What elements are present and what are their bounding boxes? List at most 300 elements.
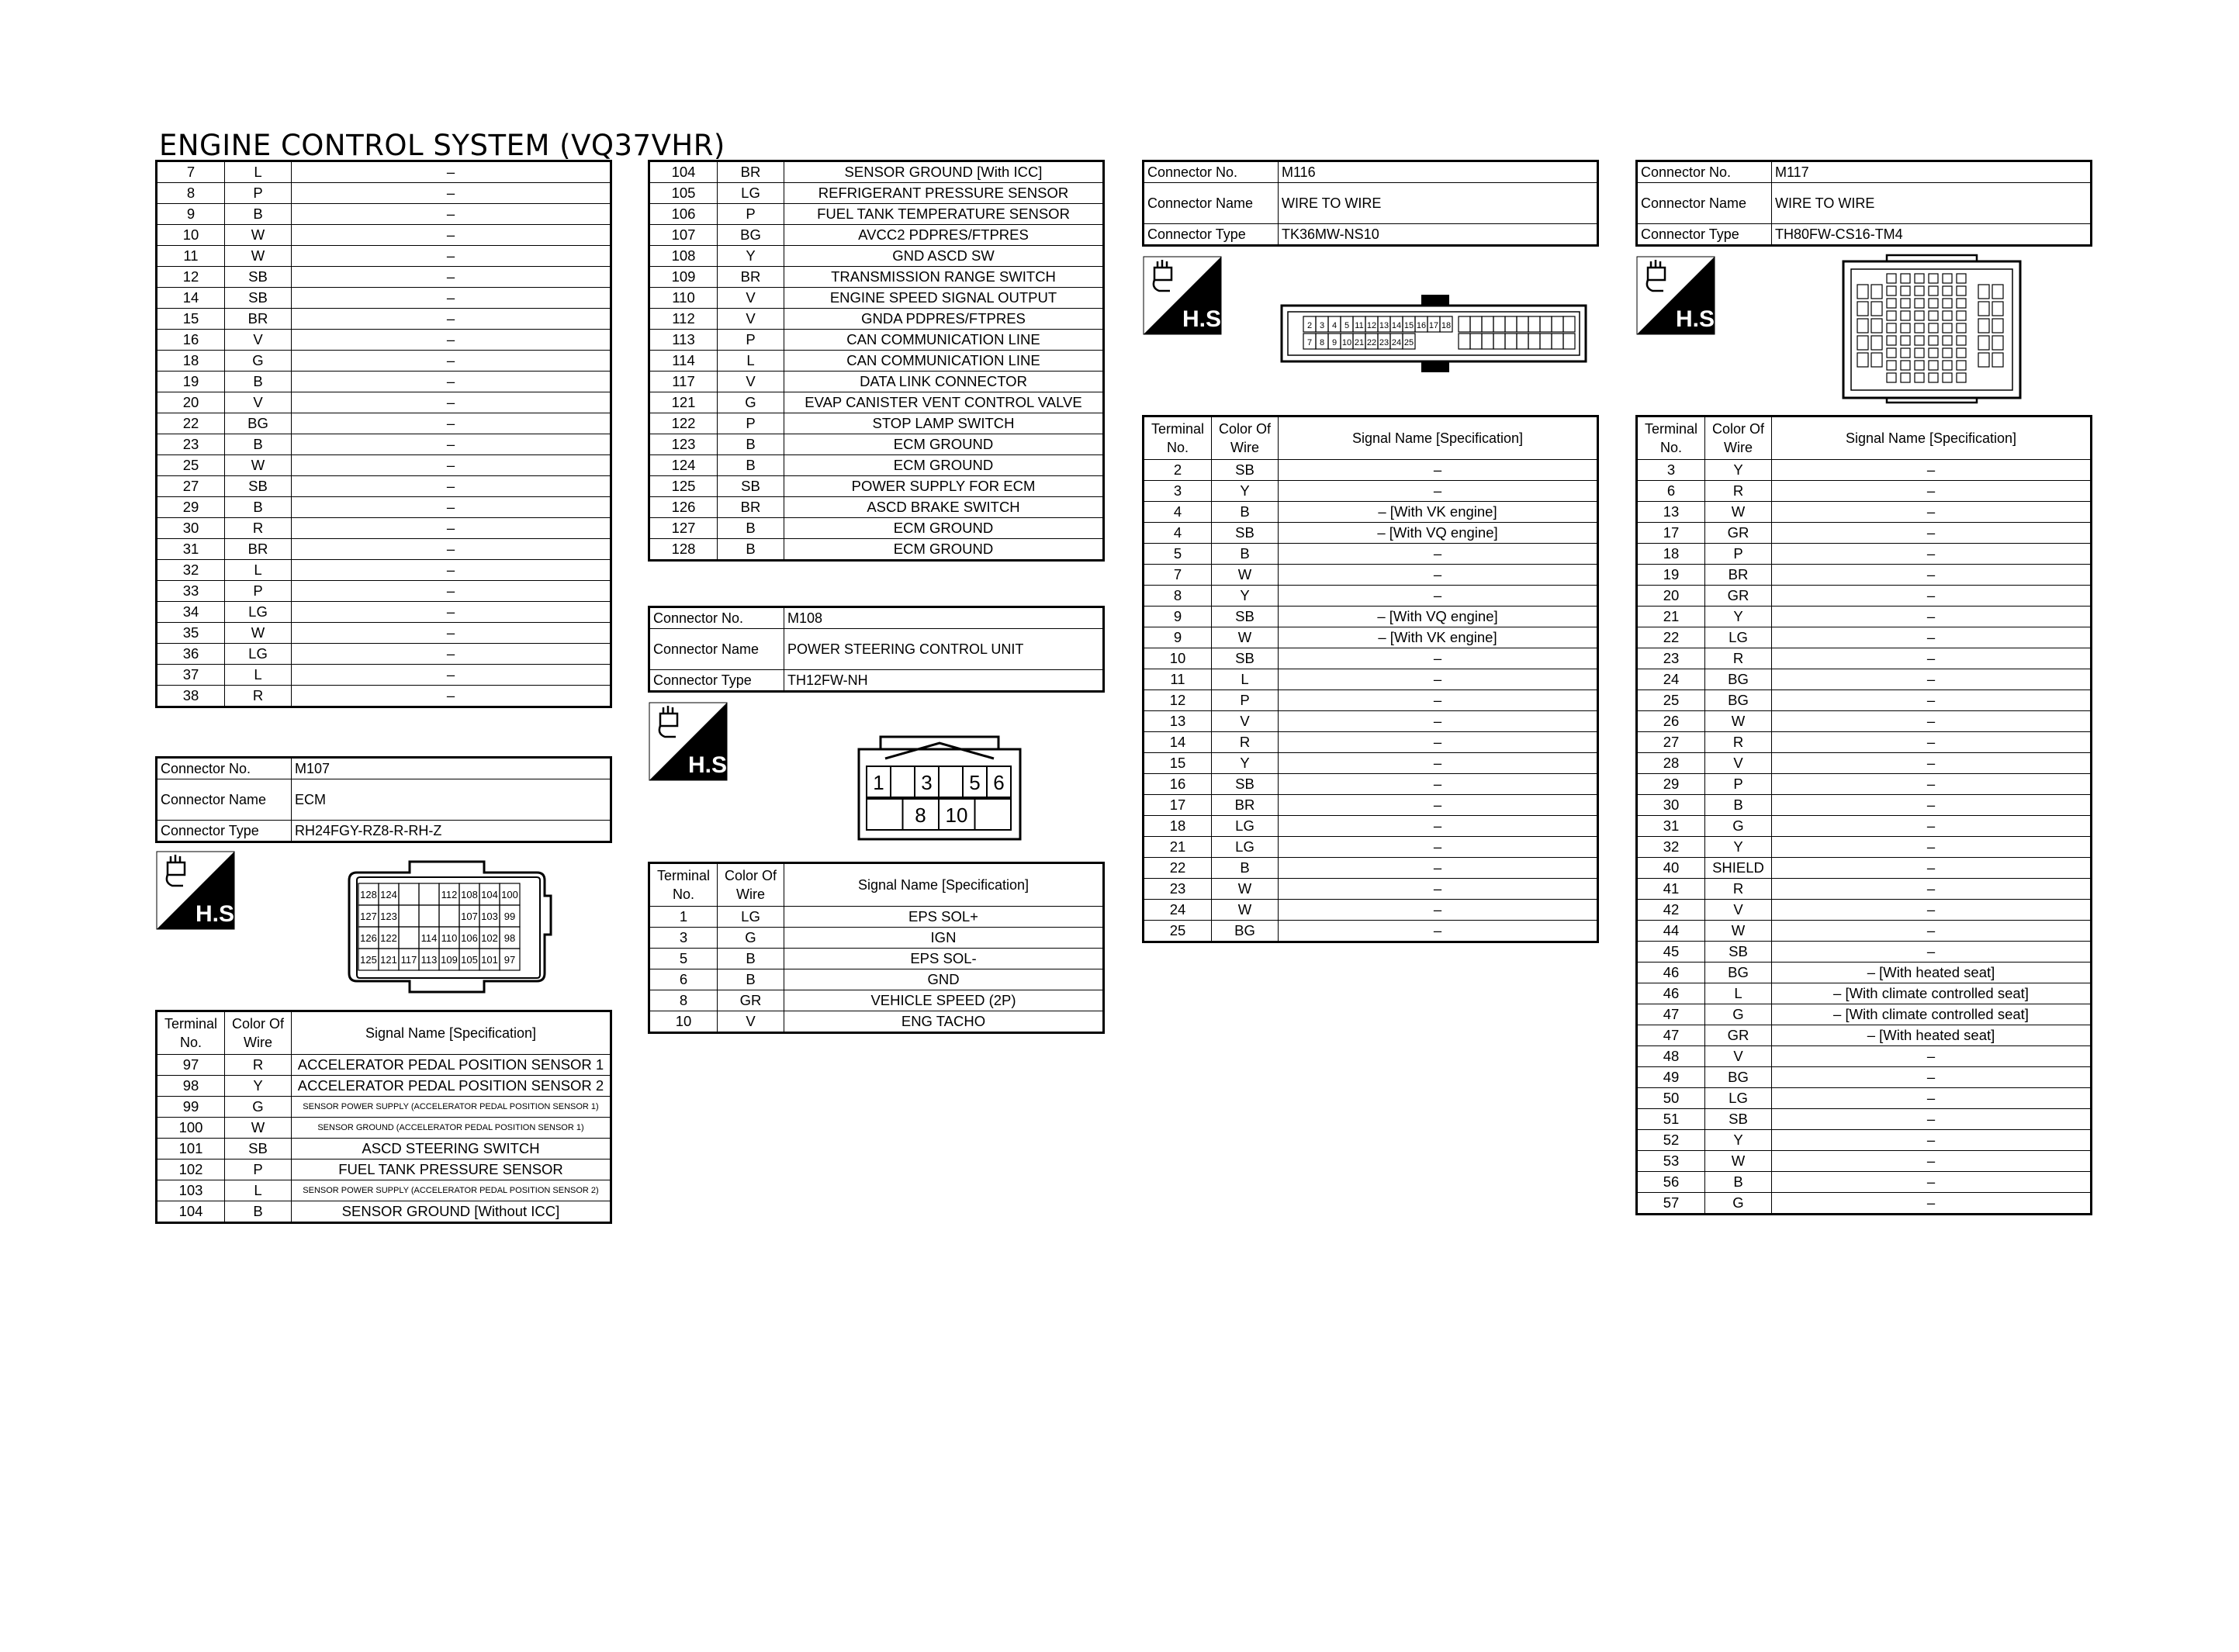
table-row bbox=[649, 246, 1104, 267]
terminal-no-cell: 17 bbox=[1637, 523, 1705, 544]
signal-name-cell: – bbox=[1772, 711, 2092, 732]
wire-color-cell: SB bbox=[1705, 942, 1772, 963]
pin-label: 4 bbox=[1331, 321, 1338, 330]
terminal-no-cell: 31 bbox=[1637, 816, 1705, 837]
terminal-table-m107 bbox=[155, 1010, 612, 1224]
wire-color-cell: V bbox=[718, 288, 784, 309]
pin-cell bbox=[1563, 316, 1575, 332]
pin-cell bbox=[1470, 334, 1482, 349]
pin-cell bbox=[1857, 353, 1868, 367]
connector-name-value: POWER STEERING CONTROL UNIT bbox=[784, 629, 1104, 670]
table-row bbox=[1144, 753, 1598, 774]
table-row bbox=[157, 644, 611, 665]
wire-color-cell: Y bbox=[225, 1076, 292, 1097]
pin-cell bbox=[1957, 311, 1966, 320]
connector-face-m116 bbox=[1280, 293, 1589, 374]
terminal-no-cell: 5 bbox=[649, 949, 718, 969]
table-row bbox=[649, 539, 1104, 561]
terminal-no-cell: 36 bbox=[157, 644, 225, 665]
pin-cell bbox=[1901, 348, 1910, 358]
table-row bbox=[1637, 523, 2092, 544]
signal-name-cell: – bbox=[292, 665, 611, 686]
pin-label: 10 bbox=[945, 804, 968, 827]
pin-label: 109 bbox=[441, 954, 458, 966]
terminal-no-cell: 21 bbox=[1637, 607, 1705, 627]
terminal-no-cell: 1 bbox=[649, 907, 718, 928]
table-row bbox=[1144, 732, 1598, 753]
signal-name-cell: – bbox=[292, 560, 611, 581]
table-row bbox=[649, 288, 1104, 309]
header-terminal-no: Terminal No. bbox=[649, 863, 718, 907]
header-color-of-wire: Color Of Wire bbox=[718, 863, 784, 907]
pin-cell bbox=[1915, 348, 1924, 358]
connector-info-m108 bbox=[648, 606, 1105, 693]
table-row bbox=[157, 1097, 611, 1118]
connector-type-value: TH80FW-CS16-TM4 bbox=[1772, 224, 2092, 246]
table-row bbox=[649, 990, 1104, 1011]
pin-cell bbox=[1992, 285, 2003, 299]
wire-color-cell: Y bbox=[1705, 460, 1772, 481]
pin-cell bbox=[1992, 336, 2003, 350]
wire-color-cell: L bbox=[225, 1180, 292, 1201]
pin-cell bbox=[1871, 336, 1882, 350]
pin-label: 112 bbox=[441, 889, 458, 900]
pin-label: 100 bbox=[501, 889, 518, 900]
wire-color-cell: R bbox=[225, 1055, 292, 1076]
table-row bbox=[649, 434, 1104, 455]
svg-text:H.S.: H.S. bbox=[688, 752, 734, 778]
signal-name-cell: – bbox=[292, 644, 611, 665]
wire-color-cell: P bbox=[1212, 690, 1279, 711]
table-row bbox=[157, 288, 611, 309]
terminal-no-cell: 18 bbox=[157, 351, 225, 372]
wire-color-cell: LG bbox=[225, 644, 292, 665]
table-row bbox=[157, 560, 611, 581]
pin-cell bbox=[1929, 336, 1938, 345]
connector-type-label: Connector Type bbox=[1144, 224, 1279, 246]
table-row bbox=[1637, 565, 2092, 586]
hand-symbol-icon bbox=[1144, 257, 1228, 334]
terminal-no-cell: 117 bbox=[649, 372, 718, 392]
signal-name-cell: SENSOR GROUND [Without ICC] bbox=[292, 1201, 611, 1223]
wire-color-cell: B bbox=[718, 539, 784, 561]
table-row bbox=[1637, 1109, 2092, 1130]
table-row bbox=[649, 267, 1104, 288]
terminal-no-cell: 22 bbox=[1144, 858, 1212, 879]
terminal-no-cell: 3 bbox=[1637, 460, 1705, 481]
connector-info-m107 bbox=[155, 756, 612, 843]
signal-name-cell: – bbox=[1772, 900, 2092, 921]
pin-cell bbox=[1901, 336, 1910, 345]
wire-color-cell: BG bbox=[718, 225, 784, 246]
header-color-of-wire: Color Of Wire bbox=[1212, 416, 1279, 460]
wire-color-cell: LG bbox=[1705, 1088, 1772, 1109]
terminal-table-ecm-part2 bbox=[648, 160, 1105, 562]
table-row bbox=[649, 372, 1104, 392]
signal-name-cell: GNDA PDPRES/FTPRES bbox=[784, 309, 1104, 330]
signal-name-cell: – bbox=[1772, 627, 2092, 648]
table-row bbox=[157, 455, 611, 476]
connector-name-value: WIRE TO WIRE bbox=[1279, 183, 1598, 224]
signal-name-cell: – bbox=[1772, 1046, 2092, 1067]
pin-cell bbox=[1563, 334, 1575, 349]
table-row bbox=[157, 183, 611, 204]
terminal-no-cell: 107 bbox=[649, 225, 718, 246]
pin-label: 117 bbox=[400, 954, 417, 966]
pin-cell bbox=[1978, 353, 1989, 367]
pin-cell bbox=[1929, 311, 1938, 320]
pin-cell bbox=[1943, 299, 1952, 308]
header-signal-name: Signal Name [Specification] bbox=[1279, 416, 1598, 460]
table-row bbox=[1144, 711, 1598, 732]
wire-color-cell: SB bbox=[1212, 523, 1279, 544]
signal-name-cell: SENSOR GROUND (ACCELERATOR PEDAL POSITION SENSOR 1) bbox=[292, 1118, 611, 1139]
pin-cell bbox=[1887, 348, 1896, 358]
svg-text:H.S.: H.S. bbox=[1676, 306, 1722, 332]
wire-color-cell: G bbox=[718, 392, 784, 413]
signal-name-cell: – bbox=[1772, 837, 2092, 858]
signal-name-cell: – bbox=[1772, 1151, 2092, 1172]
signal-name-cell: – bbox=[1279, 879, 1598, 900]
wire-color-cell: B bbox=[718, 518, 784, 539]
wire-color-cell: R bbox=[1212, 732, 1279, 753]
pin-cell bbox=[1517, 334, 1528, 349]
pin-cell bbox=[1857, 302, 1868, 316]
terminal-no-cell: 98 bbox=[157, 1076, 225, 1097]
terminal-no-cell: 15 bbox=[1144, 753, 1212, 774]
terminal-no-cell: 22 bbox=[157, 413, 225, 434]
header-signal-name: Signal Name [Specification] bbox=[1772, 416, 2092, 460]
terminal-no-cell: 4 bbox=[1144, 502, 1212, 523]
terminal-no-cell: 30 bbox=[1637, 795, 1705, 816]
pin-label: 106 bbox=[461, 932, 478, 944]
table-row bbox=[157, 309, 611, 330]
pin-cell bbox=[1505, 316, 1517, 332]
terminal-no-cell: 20 bbox=[157, 392, 225, 413]
pin-cell bbox=[1901, 373, 1910, 382]
connector-name-label: Connector Name bbox=[157, 779, 292, 821]
table-row bbox=[157, 1160, 611, 1180]
signal-name-cell: – [With VK engine] bbox=[1279, 502, 1598, 523]
wire-color-cell: L bbox=[1705, 983, 1772, 1004]
pin-label: 110 bbox=[441, 932, 458, 944]
wire-color-cell: B bbox=[1212, 858, 1279, 879]
terminal-no-cell: 106 bbox=[649, 204, 718, 225]
terminal-no-cell: 38 bbox=[157, 686, 225, 707]
terminal-no-cell: 124 bbox=[649, 455, 718, 476]
signal-name-cell: AVCC2 PDPRES/FTPRES bbox=[784, 225, 1104, 246]
pin-cell bbox=[1901, 311, 1910, 320]
signal-name-cell: ECM GROUND bbox=[784, 539, 1104, 561]
table-row bbox=[1637, 879, 2092, 900]
table-row bbox=[649, 392, 1104, 413]
signal-name-cell: – bbox=[292, 288, 611, 309]
terminal-no-cell: 48 bbox=[1637, 1046, 1705, 1067]
wire-color-cell: V bbox=[1705, 753, 1772, 774]
terminal-no-cell: 105 bbox=[649, 183, 718, 204]
pin-label: 3 bbox=[1319, 321, 1325, 330]
wire-color-cell: P bbox=[225, 581, 292, 602]
wire-color-cell: LG bbox=[225, 602, 292, 623]
wire-color-cell: BG bbox=[1705, 963, 1772, 983]
signal-name-cell: ECM GROUND bbox=[784, 455, 1104, 476]
pin-label: 124 bbox=[380, 889, 397, 900]
signal-name-cell: – bbox=[1772, 565, 2092, 586]
pin-cell bbox=[1943, 323, 1952, 333]
pin-label: 2 bbox=[1306, 321, 1313, 330]
terminal-no-cell: 8 bbox=[157, 183, 225, 204]
signal-name-cell: – bbox=[292, 476, 611, 497]
table-row bbox=[1144, 900, 1598, 921]
table-row bbox=[1637, 837, 2092, 858]
terminal-no-cell: 25 bbox=[157, 455, 225, 476]
terminal-no-cell: 102 bbox=[157, 1160, 225, 1180]
terminal-no-cell: 109 bbox=[649, 267, 718, 288]
terminal-no-cell: 110 bbox=[649, 288, 718, 309]
table-row bbox=[649, 161, 1104, 183]
pin-cell bbox=[1857, 319, 1868, 333]
terminal-no-cell: 12 bbox=[1144, 690, 1212, 711]
terminal-no-cell: 42 bbox=[1637, 900, 1705, 921]
pin-label: 18 bbox=[1441, 321, 1452, 330]
signal-name-cell: – bbox=[1279, 648, 1598, 669]
table-row bbox=[157, 602, 611, 623]
pin-cell bbox=[1915, 336, 1924, 345]
signal-name-cell: ACCELERATOR PEDAL POSITION SENSOR 1 bbox=[292, 1055, 611, 1076]
connector-name-label: Connector Name bbox=[1144, 183, 1279, 224]
terminal-no-cell: 104 bbox=[157, 1201, 225, 1223]
terminal-no-cell: 37 bbox=[157, 665, 225, 686]
wire-color-cell: B bbox=[225, 1201, 292, 1223]
wire-color-cell: SHIELD bbox=[1705, 858, 1772, 879]
table-row bbox=[649, 907, 1104, 928]
signal-name-cell: GND ASCD SW bbox=[784, 246, 1104, 267]
pin-label: 5 bbox=[1344, 321, 1350, 330]
pin-cell bbox=[1552, 316, 1563, 332]
table-row bbox=[1637, 460, 2092, 481]
terminal-no-cell: 27 bbox=[157, 476, 225, 497]
svg-text:H.S.: H.S. bbox=[1182, 306, 1228, 332]
terminal-no-cell: 18 bbox=[1144, 816, 1212, 837]
table-row bbox=[649, 413, 1104, 434]
signal-name-cell: ECM GROUND bbox=[784, 434, 1104, 455]
pin-cell bbox=[1470, 316, 1482, 332]
terminal-no-cell: 114 bbox=[649, 351, 718, 372]
terminal-no-cell: 20 bbox=[1637, 586, 1705, 607]
terminal-no-cell: 16 bbox=[1144, 774, 1212, 795]
connector-no-value: M108 bbox=[784, 607, 1104, 629]
pin-label: 104 bbox=[481, 889, 498, 900]
signal-name-cell: – bbox=[292, 497, 611, 518]
wire-color-cell: G bbox=[1705, 816, 1772, 837]
table-row bbox=[1637, 753, 2092, 774]
terminal-no-cell: 108 bbox=[649, 246, 718, 267]
signal-name-cell: – bbox=[1772, 774, 2092, 795]
wire-color-cell: G bbox=[225, 351, 292, 372]
signal-name-cell: – bbox=[1772, 753, 2092, 774]
terminal-no-cell: 30 bbox=[157, 518, 225, 539]
terminal-no-cell: 126 bbox=[649, 497, 718, 518]
pin-label: 122 bbox=[380, 932, 397, 944]
signal-name-cell: – bbox=[1279, 565, 1598, 586]
wire-color-cell: SB bbox=[225, 267, 292, 288]
signal-name-cell: – bbox=[1772, 648, 2092, 669]
table-row bbox=[157, 497, 611, 518]
signal-name-cell: – bbox=[1772, 921, 2092, 942]
signal-name-cell: GND bbox=[784, 969, 1104, 990]
table-row bbox=[157, 476, 611, 497]
wire-color-cell: BG bbox=[1705, 690, 1772, 711]
signal-name-cell: – bbox=[1772, 460, 2092, 481]
wire-color-cell: Y bbox=[1212, 586, 1279, 607]
terminal-no-cell: 46 bbox=[1637, 963, 1705, 983]
header-terminal-no: Terminal No. bbox=[157, 1011, 225, 1055]
pin-label: 97 bbox=[504, 954, 516, 966]
pin-label: 114 bbox=[420, 932, 438, 944]
wire-color-cell: P bbox=[225, 183, 292, 204]
terminal-no-cell: 23 bbox=[1637, 648, 1705, 669]
terminal-no-cell: 7 bbox=[1144, 565, 1212, 586]
signal-name-cell: – bbox=[292, 623, 611, 644]
terminal-no-cell: 103 bbox=[157, 1180, 225, 1201]
table-row bbox=[1637, 1046, 2092, 1067]
signal-name-cell: – bbox=[1772, 816, 2092, 837]
terminal-no-cell: 125 bbox=[649, 476, 718, 497]
wire-color-cell: B bbox=[718, 949, 784, 969]
signal-name-cell: – [With VK engine] bbox=[1279, 627, 1598, 648]
signal-name-cell: – bbox=[292, 351, 611, 372]
table-row bbox=[1637, 1193, 2092, 1215]
pin-cell bbox=[1915, 311, 1924, 320]
pin-label: 128 bbox=[360, 889, 377, 900]
table-row bbox=[157, 581, 611, 602]
signal-name-cell: – bbox=[1279, 837, 1598, 858]
pin-cell bbox=[1493, 316, 1505, 332]
signal-name-cell: TRANSMISSION RANGE SWITCH bbox=[784, 267, 1104, 288]
pin-cell bbox=[1459, 334, 1470, 349]
terminal-no-cell: 12 bbox=[157, 267, 225, 288]
table-row bbox=[1637, 983, 2092, 1004]
wire-color-cell: R bbox=[1705, 732, 1772, 753]
pin-cell bbox=[1943, 274, 1952, 283]
table-row bbox=[1637, 795, 2092, 816]
signal-name-cell: – bbox=[292, 246, 611, 267]
terminal-no-cell: 49 bbox=[1637, 1067, 1705, 1088]
signal-name-cell: – bbox=[1279, 753, 1598, 774]
table-row bbox=[1144, 523, 1598, 544]
table-row bbox=[649, 928, 1104, 949]
table-row bbox=[1637, 774, 2092, 795]
wire-color-cell: Y bbox=[718, 246, 784, 267]
signal-name-cell: EVAP CANISTER VENT CONTROL VALVE bbox=[784, 392, 1104, 413]
wire-color-cell: W bbox=[225, 455, 292, 476]
wire-color-cell: G bbox=[718, 928, 784, 949]
terminal-no-cell: 6 bbox=[649, 969, 718, 990]
terminal-no-cell: 113 bbox=[649, 330, 718, 351]
terminal-no-cell: 51 bbox=[1637, 1109, 1705, 1130]
signal-name-cell: – bbox=[1279, 690, 1598, 711]
pin-label: 23 bbox=[1379, 338, 1389, 347]
signal-name-cell: – bbox=[1772, 1088, 2092, 1109]
terminal-no-cell: 25 bbox=[1144, 921, 1212, 942]
table-row bbox=[1637, 586, 2092, 607]
table-row bbox=[1637, 921, 2092, 942]
connector-name-value: ECM bbox=[292, 779, 611, 821]
pin-label: 25 bbox=[1403, 338, 1414, 347]
signal-name-cell: DATA LINK CONNECTOR bbox=[784, 372, 1104, 392]
table-row bbox=[157, 665, 611, 686]
terminal-no-cell: 23 bbox=[1144, 879, 1212, 900]
pin-label: 7 bbox=[1306, 338, 1313, 347]
header-signal-name: Signal Name [Specification] bbox=[292, 1011, 611, 1055]
wire-color-cell: R bbox=[1705, 481, 1772, 502]
signal-name-cell: – bbox=[1772, 942, 2092, 963]
table-row bbox=[1637, 544, 2092, 565]
terminal-no-cell: 29 bbox=[1637, 774, 1705, 795]
table-row bbox=[649, 309, 1104, 330]
header-color-of-wire: Color Of Wire bbox=[225, 1011, 292, 1055]
wire-color-cell: B bbox=[225, 372, 292, 392]
pin-cell bbox=[1493, 334, 1505, 349]
terminal-no-cell: 100 bbox=[157, 1118, 225, 1139]
table-row bbox=[1637, 481, 2092, 502]
wire-color-cell: B bbox=[1212, 544, 1279, 565]
signal-name-cell: – bbox=[292, 539, 611, 560]
signal-name-cell: – bbox=[1279, 858, 1598, 879]
pin-cell bbox=[1540, 334, 1552, 349]
wire-color-cell: P bbox=[225, 1160, 292, 1180]
wire-color-cell: B bbox=[718, 434, 784, 455]
connector-no-label: Connector No. bbox=[649, 607, 784, 629]
connector-name-value: WIRE TO WIRE bbox=[1772, 183, 2092, 224]
terminal-no-cell: 19 bbox=[1637, 565, 1705, 586]
header-terminal-no: Terminal No. bbox=[1144, 416, 1212, 460]
connector-type-value: TK36MW-NS10 bbox=[1279, 224, 1598, 246]
signal-name-cell: POWER SUPPLY FOR ECM bbox=[784, 476, 1104, 497]
terminal-no-cell: 9 bbox=[1144, 607, 1212, 627]
wire-color-cell: B bbox=[225, 434, 292, 455]
table-row bbox=[1637, 963, 2092, 983]
table-row bbox=[157, 267, 611, 288]
table-row bbox=[157, 413, 611, 434]
terminal-no-cell: 13 bbox=[1144, 711, 1212, 732]
pin-cell bbox=[1943, 373, 1952, 382]
terminal-no-cell: 9 bbox=[1144, 627, 1212, 648]
wire-color-cell: B bbox=[718, 969, 784, 990]
wire-color-cell: R bbox=[1705, 879, 1772, 900]
pin-cell bbox=[1901, 361, 1910, 370]
table-row bbox=[1637, 1025, 2092, 1046]
pin-cell bbox=[1901, 286, 1910, 295]
signal-name-cell: – bbox=[292, 602, 611, 623]
pin-cell bbox=[1978, 285, 1989, 299]
wire-color-cell: B bbox=[1212, 502, 1279, 523]
signal-name-cell: – bbox=[1279, 816, 1598, 837]
table-row bbox=[1637, 1151, 2092, 1172]
wire-color-cell: V bbox=[1212, 711, 1279, 732]
pin-label: 101 bbox=[481, 954, 498, 966]
signal-name-cell: – bbox=[1772, 502, 2092, 523]
wire-color-cell: LG bbox=[1705, 627, 1772, 648]
signal-name-cell: – bbox=[292, 183, 611, 204]
signal-name-cell: – bbox=[1772, 1109, 2092, 1130]
terminal-no-cell: 127 bbox=[649, 518, 718, 539]
wire-color-cell: P bbox=[718, 204, 784, 225]
table-row bbox=[157, 686, 611, 707]
terminal-no-cell: 44 bbox=[1637, 921, 1705, 942]
pin-label: 17 bbox=[1428, 321, 1439, 330]
signal-name-cell: ASCD BRAKE SWITCH bbox=[784, 497, 1104, 518]
